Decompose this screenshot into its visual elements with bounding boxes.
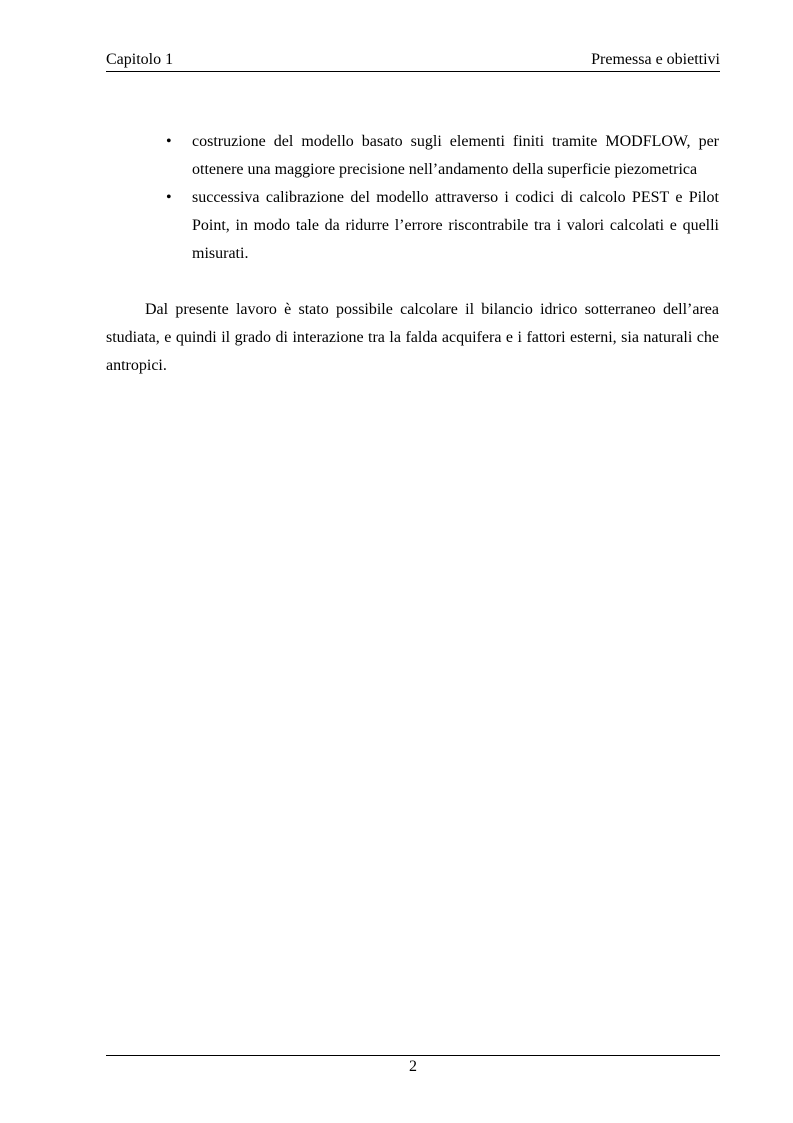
page-number: 2 (409, 1058, 417, 1075)
bullet-text: costruzione del modello basato sugli elementi finiti tramite MODFLOW, per ottenere una maggiore precisione nell’andamento della superficie piezometrica (192, 133, 719, 178)
bullet-item (106, 184, 719, 268)
body-paragraph: Dal presente lavoro è stato possibile calcolare il bilancio idrico sotterraneo dell’area studiata, e quindi il grado di interazione tra la falda acquifera e i fattori esterni, sia naturali che antropici. (106, 301, 719, 374)
page-body (106, 128, 719, 380)
page-header (106, 50, 720, 72)
header-rule (106, 71, 720, 72)
header-chapter: Capitolo 1 (106, 51, 174, 68)
bullet-dot-icon: • (166, 133, 172, 150)
bullet-list (106, 128, 719, 268)
footer-rule (106, 1055, 720, 1056)
bullet-dot-icon: • (166, 189, 172, 206)
bullet-item (106, 128, 719, 184)
bullet-text: successiva calibrazione del modello attraverso i codici di calcolo PEST e Pilot Point, in modo tale da ridurre l’errore riscontrabile tra i valori calcolati e quelli misurati. (192, 189, 719, 262)
header-section-title: Premessa e obiettivi (591, 51, 720, 68)
